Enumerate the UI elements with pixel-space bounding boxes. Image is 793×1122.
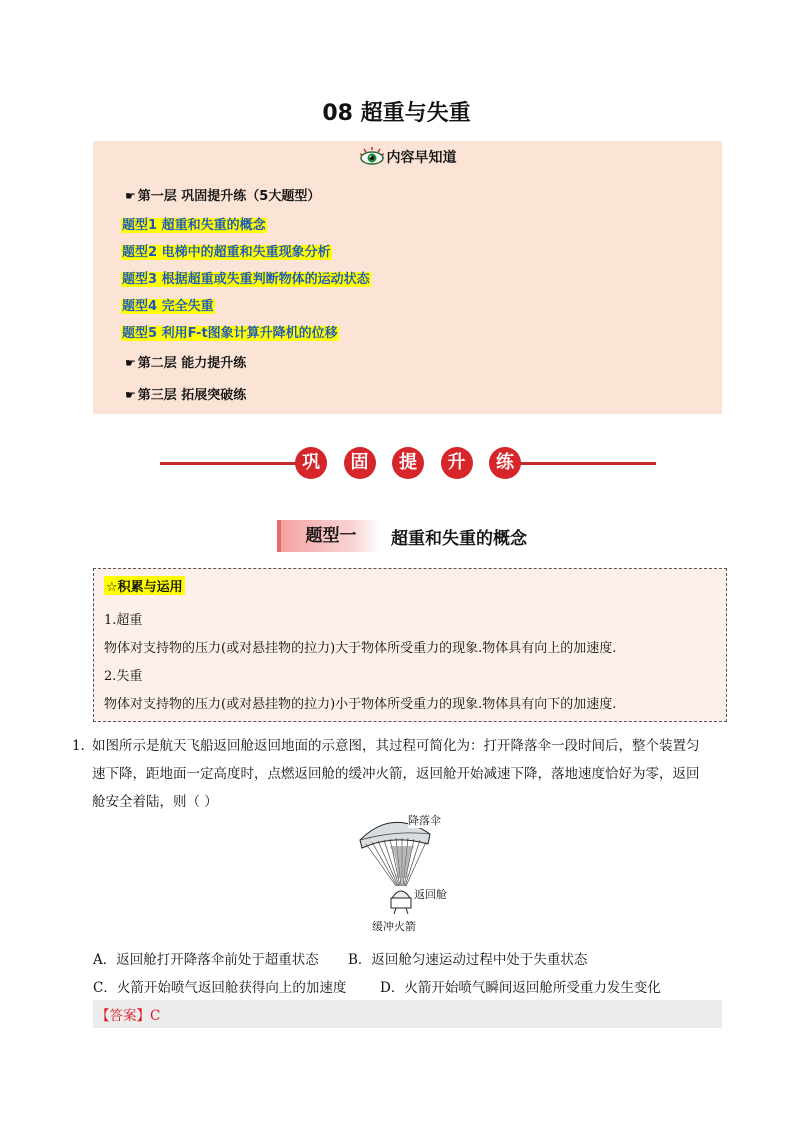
banner-char: 提	[392, 447, 424, 479]
banner-char: 巩	[295, 447, 327, 479]
page-title: 08 超重与失重	[322, 101, 471, 126]
question-line: 舱安全着陆，则（ ）	[92, 794, 218, 810]
capsule-figure	[352, 812, 462, 934]
toc-layer-2[interactable]: ☛ 第二层 能力提升练	[125, 356, 247, 371]
pointing-hand-icon: ☛	[125, 189, 136, 203]
question-number: 1．	[72, 738, 95, 754]
section-banner	[160, 447, 656, 479]
toc-layer-1[interactable]: ☛ 第一层 巩固提升练（5大题型）	[125, 189, 321, 204]
toc-type-3[interactable]: 题型3 根据超重或失重判断物体的运动状态	[122, 272, 370, 287]
question-line: 速下降，距地面一定高度时，点燃返回舱的缓冲火箭，返回舱开始减速下降，落地速度恰好为零，返回	[92, 766, 700, 782]
section-title: 超重和失重的概念	[391, 529, 527, 549]
toc-type-1[interactable]: 题型1 超重和失重的概念	[122, 218, 266, 233]
knowledge-line: 物体对支持物的压力(或对悬挂物的拉力)小于物体所受重力的现象.物体具有向下的加速度.	[104, 697, 617, 712]
capsule-label: 返回舱	[414, 888, 447, 901]
knowledge-line: 物体对支持物的压力(或对悬挂物的拉力)大于物体所受重力的现象.物体具有向上的加速度.	[104, 641, 617, 656]
knowledge-box	[93, 568, 727, 722]
knowledge-line: 2.失重	[104, 669, 143, 684]
knowledge-line: 1.超重	[104, 613, 143, 628]
section-tag: 题型一	[277, 520, 381, 552]
pointing-hand-icon: ☛	[125, 388, 136, 402]
option-c[interactable]: C．火箭开始喷气返回舱获得向上的加速度	[93, 980, 347, 996]
banner-rule-left	[160, 462, 300, 465]
pointing-hand-icon: ☛	[125, 356, 136, 370]
question-stem	[92, 732, 724, 816]
eye-icon	[359, 146, 385, 170]
answer-bar	[93, 1000, 722, 1028]
question-line: 如图所示是航天飞船返回舱返回地面的示意图，其过程可简化为：打开降落伞一段时间后，整个装置匀	[92, 738, 700, 754]
toc-heading	[93, 146, 722, 170]
banner-circles	[295, 447, 521, 479]
answer-text: 【答案】C	[96, 1008, 161, 1024]
banner-rule-right	[516, 462, 656, 465]
toc-heading-text: 内容早知道	[386, 150, 457, 166]
option-d[interactable]: D．火箭开始喷气瞬间返回舱所受重力发生变化	[380, 980, 661, 996]
toc-box	[93, 141, 722, 414]
toc-layer-3[interactable]: ☛ 第三层 拓展突破练	[125, 388, 247, 403]
toc-type-2[interactable]: 题型2 电梯中的超重和失重现象分析	[122, 245, 331, 260]
banner-char: 升	[441, 447, 473, 479]
option-b[interactable]: B．返回舱匀速运动过程中处于失重状态	[348, 952, 588, 968]
parachute-label: 降落伞	[408, 814, 441, 827]
banner-char: 固	[344, 447, 376, 479]
option-a[interactable]: A．返回舱打开降落伞前处于超重状态	[93, 952, 319, 968]
rocket-label: 缓冲火箭	[372, 920, 416, 933]
banner-char: 练	[489, 447, 521, 479]
toc-type-4[interactable]: 题型4 完全失重	[122, 299, 214, 314]
knowledge-heading: ☆积累与运用	[104, 576, 185, 595]
toc-type-5[interactable]: 题型5 利用F-t图象计算升降机的位移	[122, 326, 338, 341]
parachute-illustration	[352, 812, 462, 934]
